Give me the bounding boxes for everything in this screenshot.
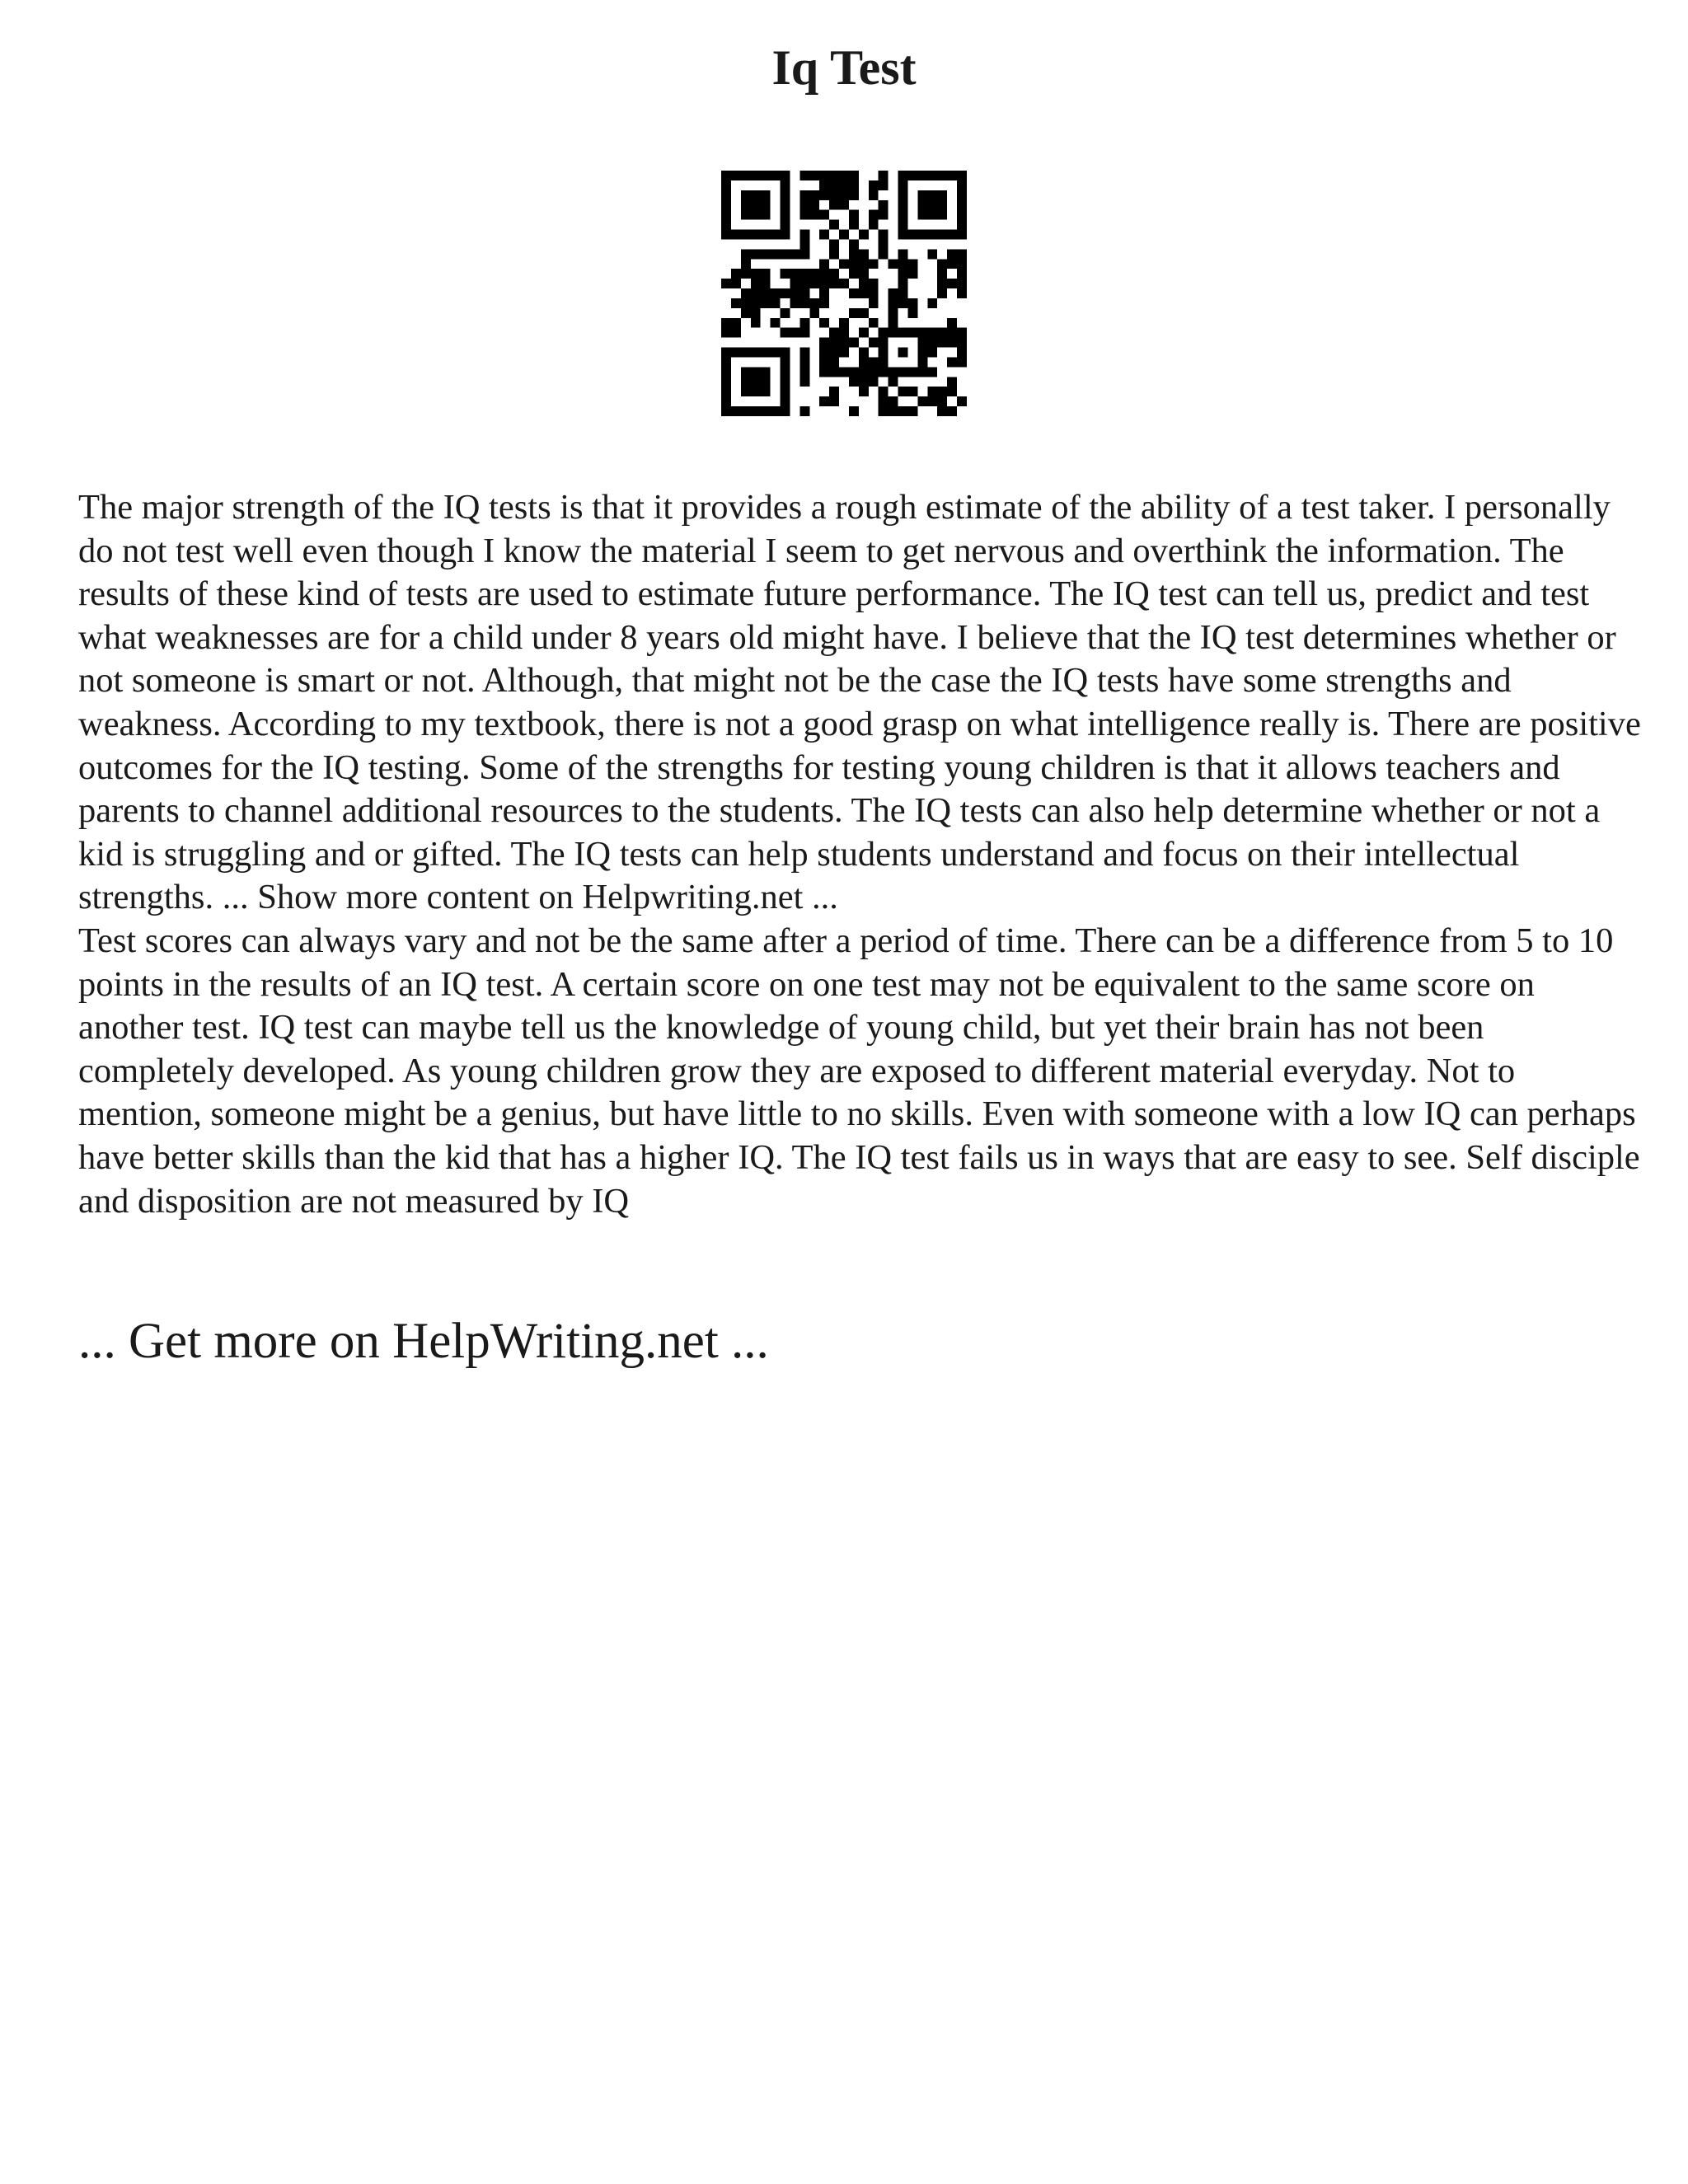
paragraph-1: The major strength of the IQ tests is that it provides a rough estimate of the ability of a test taker. I personally do not test well even though I know the material I seem to get nervous and overthink the information. The results of these kind of tests are used to estimate future performance. The IQ test can tell us, predict and test what weaknesses are for a child under 8 years old might have. I believe that the IQ test determines whether or not someone is smart or not. Although, that might not be the case the IQ tests have some strengths and weakness. According to my textbook, there is not a good grasp on what intelligence really is. There are positive outcomes for the IQ testing. Some of the strengths for testing young children is that it allows teachers and parents to channel additional resources to the students. The IQ tests can also help determine whether or not a kid is struggling and or gifted. The IQ tests can help students understand and focus on their intellectual strengths. ... Show more content on Helpwriting.net ... bbox=[78, 488, 1641, 917]
paragraph-2: Test scores can always vary and not be the same after a period of time. There can be a difference from 5 to 10 points in the results of an IQ test. A certain score on one test may not be equivalent to the same score on another test. IQ test can maybe tell us the knowledge of young child, but yet their brain has not been completely developed. As young children grow they are exposed to different material everyday. Not to mention, someone might be a genius, but have little to no skills. Even with someone with a low IQ can perhaps have better skills than the kid that has a higher IQ. The IQ test fails us in ways that are easy to see. Self disciple and disposition are not measured by IQ bbox=[78, 921, 1640, 1221]
qr-code-icon bbox=[721, 171, 967, 416]
get-more-link[interactable]: ... Get more on HelpWriting.net ... bbox=[78, 1314, 769, 1369]
article-body bbox=[78, 486, 1644, 1223]
page-title: Iq Test bbox=[771, 40, 917, 95]
